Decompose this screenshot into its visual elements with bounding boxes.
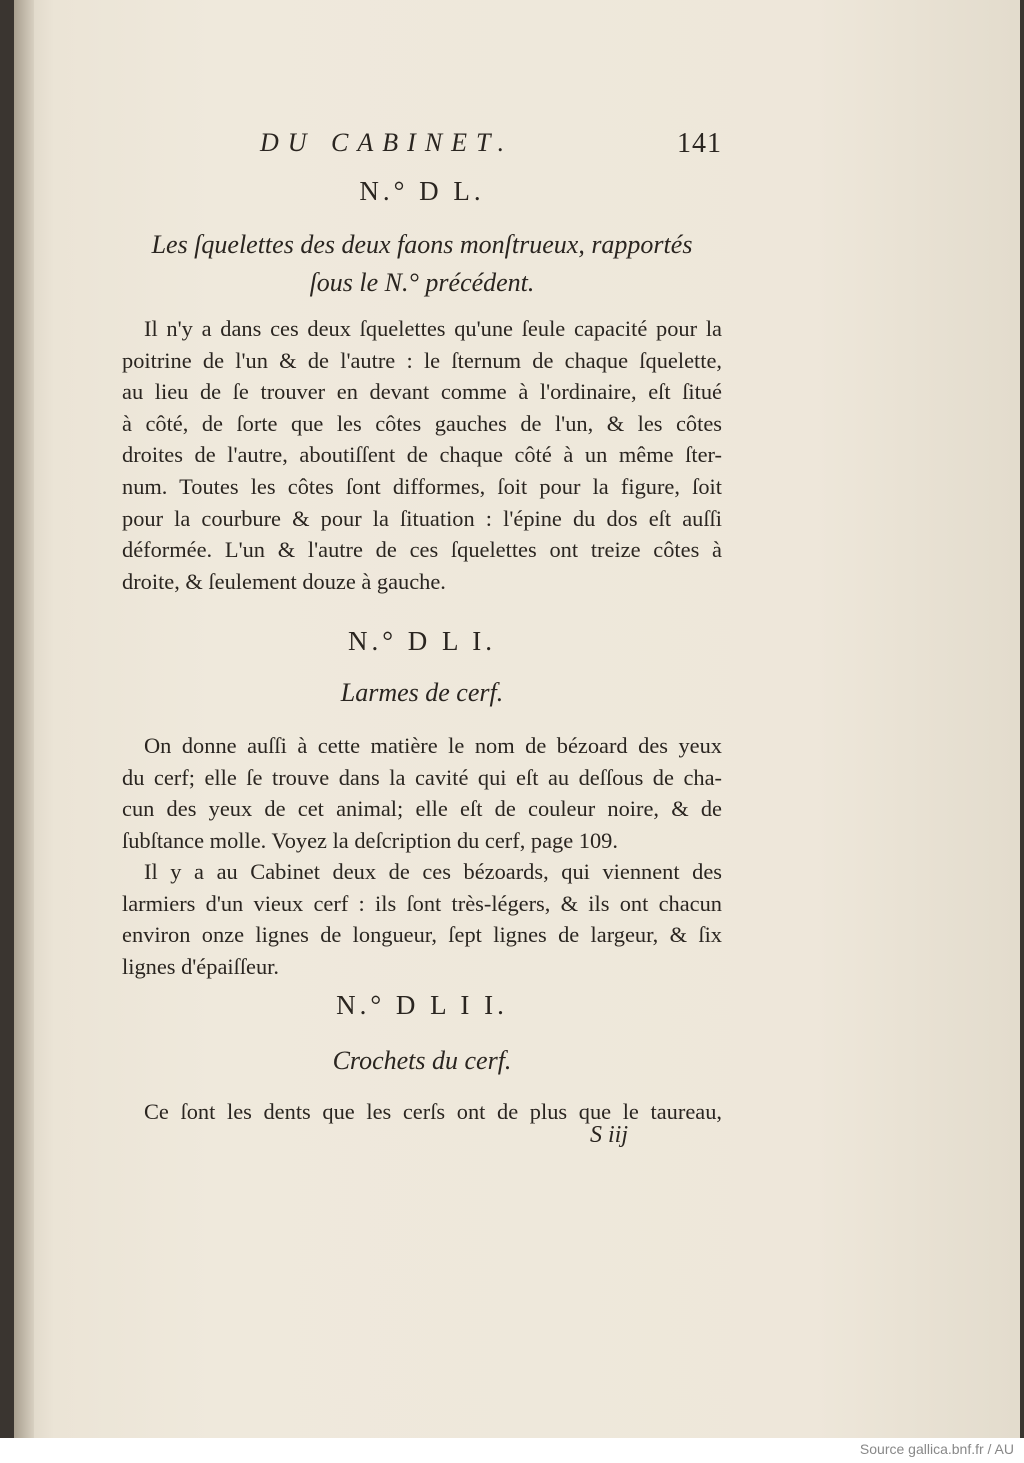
text-line: au lieu de ſe trouver en devant comme à l'ordinaire, eſt ſitué bbox=[122, 379, 722, 405]
running-title: DU CABINET. bbox=[260, 128, 514, 157]
section-title-line: Larmes de cerf. bbox=[340, 678, 504, 707]
section-number: N.° D L I. bbox=[347, 626, 497, 656]
paragraph bbox=[122, 856, 722, 982]
paragraph bbox=[122, 1096, 722, 1128]
text-line: droite, & ſeulement douze à gauche. bbox=[122, 568, 446, 594]
source-credit: Source gallica.bnf.fr / AU bbox=[859, 1441, 1014, 1457]
text-line: droites de l'autre, aboutiſſent de chaque côté à un même ſter- bbox=[122, 442, 722, 468]
signature-mark: S iij bbox=[590, 1122, 629, 1148]
text-line: pour la courbure & pour la ſituation : l'épine du dos eſt auſſi bbox=[122, 505, 722, 531]
paragraph bbox=[122, 730, 722, 856]
section-title bbox=[118, 1042, 726, 1080]
text-line: déformée. L'un & l'autre de ces ſquelettes ont treize côtes à bbox=[122, 537, 722, 563]
text-line: Il y a au Cabinet deux de ces bézoards, qui viennent des bbox=[144, 859, 722, 884]
section-title bbox=[118, 674, 726, 712]
text-line: poitrine de l'un & de l'autre : le ſternum de chaque ſquelette, bbox=[122, 347, 722, 373]
paragraph bbox=[122, 313, 722, 597]
text-line: à côté, de ſorte que les côtes gauches de l'un, & les côtes bbox=[122, 410, 722, 436]
section-title-line: ſous le N.° précédent. bbox=[309, 268, 535, 297]
text-line: Il n'y a dans ces deux ſquelettes qu'une ſeule capacité pour la bbox=[144, 316, 722, 341]
text-line: lignes d'épaiſſeur. bbox=[122, 953, 279, 979]
text-line: ſubſtance molle. Voyez la deſcription du cerf, page 109. bbox=[122, 827, 618, 853]
section-title-line: Crochets du cerf. bbox=[332, 1046, 512, 1075]
text-line: environ onze lignes de longueur, ſept lignes de largeur, & ſix bbox=[122, 922, 722, 948]
section-number: N.° D L. bbox=[359, 176, 485, 206]
book-page bbox=[14, 0, 1020, 1438]
text-line: du cerf; elle ſe trouve dans la cavité qui eſt au deſſous de cha- bbox=[122, 764, 722, 790]
text-line: On donne auſſi à cette matière le nom de bézoard des yeux bbox=[144, 733, 722, 758]
page-gutter bbox=[14, 0, 34, 1438]
section-title bbox=[118, 226, 726, 302]
text-line: larmiers d'un vieux cerf : ils ſont très-légers, & ils ont chacun bbox=[122, 890, 722, 916]
running-header bbox=[260, 128, 722, 168]
page-number: 141 bbox=[677, 128, 722, 159]
text-line: num. Toutes les côtes ſont difformes, ſoit pour la figure, ſoit bbox=[122, 473, 722, 499]
section-number: N.° D L I I. bbox=[336, 990, 508, 1020]
text-line: Ce ſont les dents que les cerſs ont de plus que le taureau, bbox=[144, 1099, 722, 1124]
section-title-line: Les ſquelettes des deux faons monſtrueux, rapportés bbox=[151, 230, 693, 259]
text-line: cun des yeux de cet animal; elle eſt de couleur noire, & de bbox=[122, 796, 722, 822]
